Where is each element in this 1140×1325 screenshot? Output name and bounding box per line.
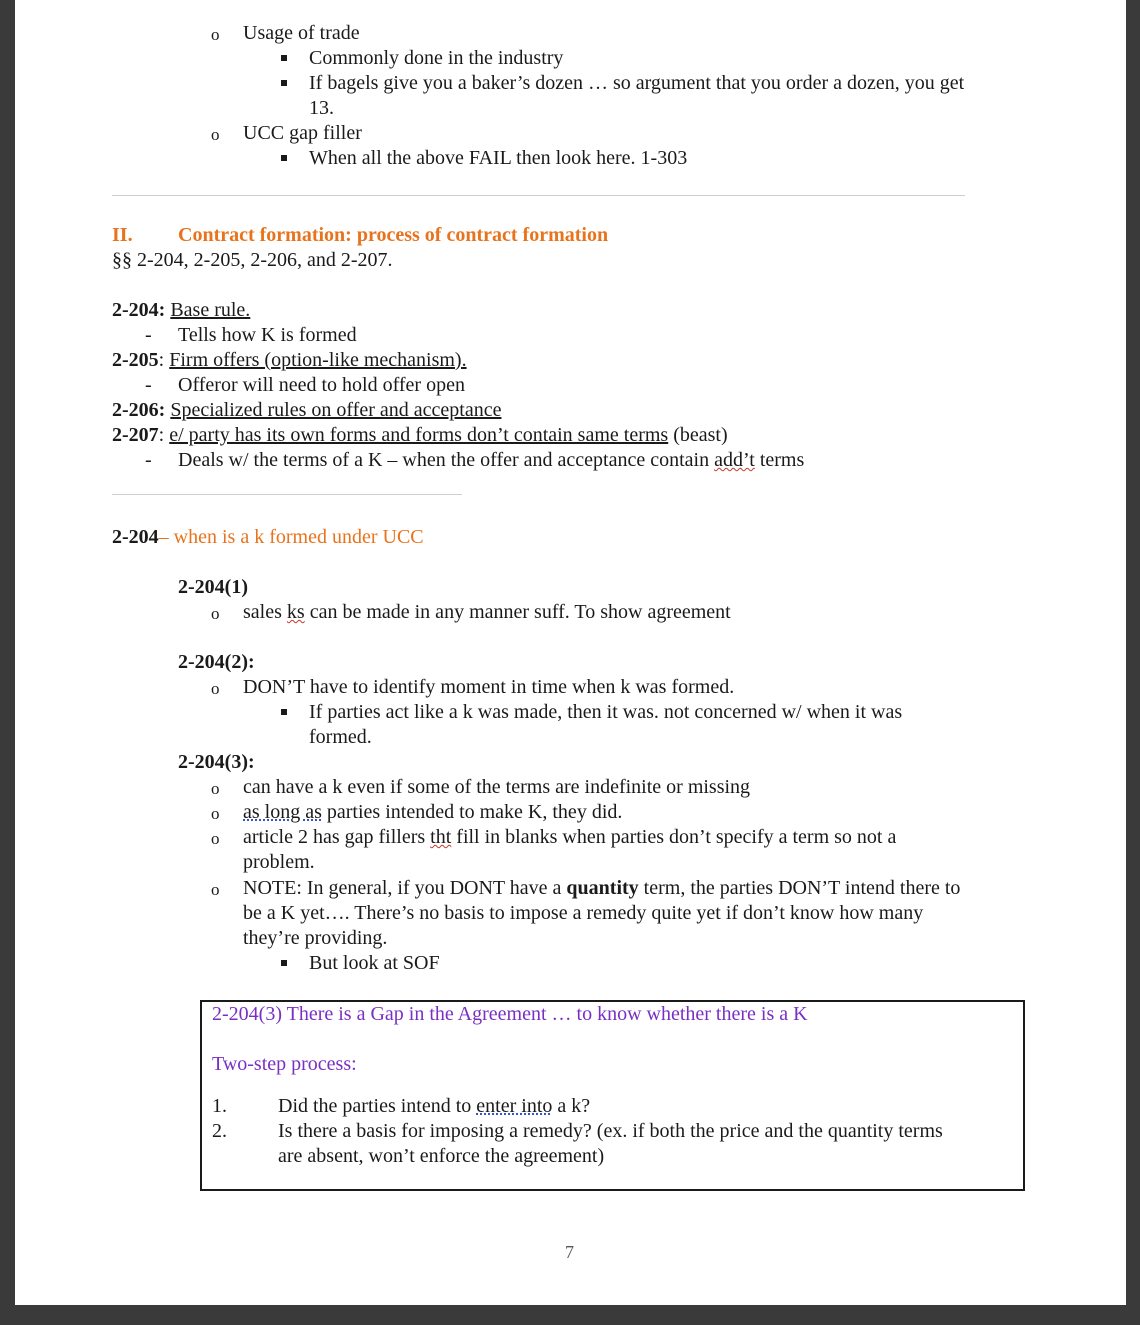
rule-2-205: 2-205: Firm offers (option-like mechanism).: [112, 349, 467, 371]
square-bullet-icon: [281, 960, 287, 966]
circle-bullet-icon: o: [211, 679, 220, 698]
square-bullet-icon: [281, 709, 287, 715]
subsection-2-204-3-item-4-line1: NOTE: In general, if you DONT have a quantity term, the parties DON’T intend there to: [243, 877, 961, 899]
circle-bullet-icon: o: [211, 829, 220, 848]
divider: [112, 195, 965, 196]
box-item-2-number: 2.: [212, 1120, 227, 1142]
circle-bullet-icon: o: [211, 604, 220, 623]
formed-heading: 2-204– when is a k formed under UCC: [112, 526, 424, 548]
page-number: 7: [565, 1242, 574, 1262]
rule-2-207-note: Deals w/ the terms of a K – when the offer and acceptance contain add’t terms: [178, 449, 805, 471]
rule-2-204: 2-204: Base rule.: [112, 299, 251, 321]
subsection-2-204-3-item-4-line3: they’re providing.: [243, 927, 388, 949]
circle-bullet-icon: o: [211, 779, 220, 798]
box-item-2-line1: Is there a basis for imposing a remedy? (ex. if both the price and the quantity terms: [278, 1120, 943, 1142]
usage-bullet-2-line1: If bagels give you a baker’s dozen … so argument that you order a dozen, you get: [309, 72, 965, 94]
circle-bullet-icon: o: [211, 880, 220, 899]
subsection-2-204-2-text: DON’T have to identify moment in time when k was formed.: [243, 676, 735, 698]
usage-heading: Usage of trade: [243, 22, 360, 44]
document-page: [15, 0, 1126, 1305]
square-bullet-icon: [281, 80, 287, 86]
usage-bullet-1: Commonly done in the industry: [309, 47, 564, 69]
subsection-2-204-3-item-4-line2: be a K yet…. There’s no basis to impose a remedy quite yet if don’t know how many: [243, 902, 924, 924]
section-numeral: II.: [112, 224, 133, 246]
square-bullet-icon: [281, 155, 287, 161]
box-item-1-number: 1.: [212, 1095, 227, 1117]
subsection-2-204-3-item-3-line1: article 2 has gap fillers tht fill in blanks when parties don’t specify a term so not a: [243, 826, 897, 848]
box-title: 2-204(3) There is a Gap in the Agreement … to know whether there is a K: [212, 1003, 808, 1025]
subsection-2-204-1: 2-204(1): [178, 576, 248, 598]
rule-2-207: 2-207: e/ party has its own forms and forms don’t contain same terms (beast): [112, 424, 728, 446]
section-title: Contract formation: process of contract formation: [178, 224, 609, 246]
subsection-2-204-2-note-line1: If parties act like a k was made, then it was. not concerned w/ when it was: [309, 701, 903, 723]
box-item-2-line2: are absent, won’t enforce the agreement): [278, 1145, 605, 1167]
dash-bullet-icon: -: [145, 374, 152, 396]
box-item-1: Did the parties intend to enter into a k?: [278, 1095, 591, 1117]
dash-bullet-icon: -: [145, 449, 152, 471]
subsection-2-204-2: 2-204(2):: [178, 651, 255, 673]
subsection-2-204-2-note-line2: formed.: [309, 726, 372, 748]
gap-heading: UCC gap filler: [243, 122, 362, 144]
usage-bullet-2-line2: 13.: [309, 97, 334, 119]
rule-2-204-note: Tells how K is formed: [178, 324, 357, 346]
subsection-2-204-3-item-1: can have a k even if some of the terms are indefinite or missing: [243, 776, 751, 798]
subsection-2-204-3-item-3-line2: problem.: [243, 851, 315, 873]
box-subtitle: Two-step process:: [212, 1053, 357, 1075]
subsection-2-204-1-text: sales ks can be made in any manner suff. To show agreement: [243, 601, 731, 623]
circle-bullet-icon: o: [211, 125, 220, 144]
subsection-2-204-3-item-2: as long as parties intended to make K, they did.: [243, 801, 623, 823]
gap-agreement-box: [200, 1000, 1025, 1191]
gap-bullet-1: When all the above FAIL then look here. 1-303: [309, 147, 688, 169]
section-references: §§ 2-204, 2-205, 2-206, and 2-207.: [112, 249, 393, 271]
circle-bullet-icon: o: [211, 804, 220, 823]
circle-bullet-icon: o: [211, 25, 220, 44]
rule-2-205-note: Offeror will need to hold offer open: [178, 374, 465, 396]
dash-bullet-icon: -: [145, 324, 152, 346]
square-bullet-icon: [281, 55, 287, 61]
subsection-2-204-3: 2-204(3):: [178, 751, 255, 773]
rule-2-206: 2-206: Specialized rules on offer and acceptance: [112, 399, 502, 421]
divider: [112, 494, 462, 495]
subsection-2-204-3-note: But look at SOF: [309, 952, 440, 974]
